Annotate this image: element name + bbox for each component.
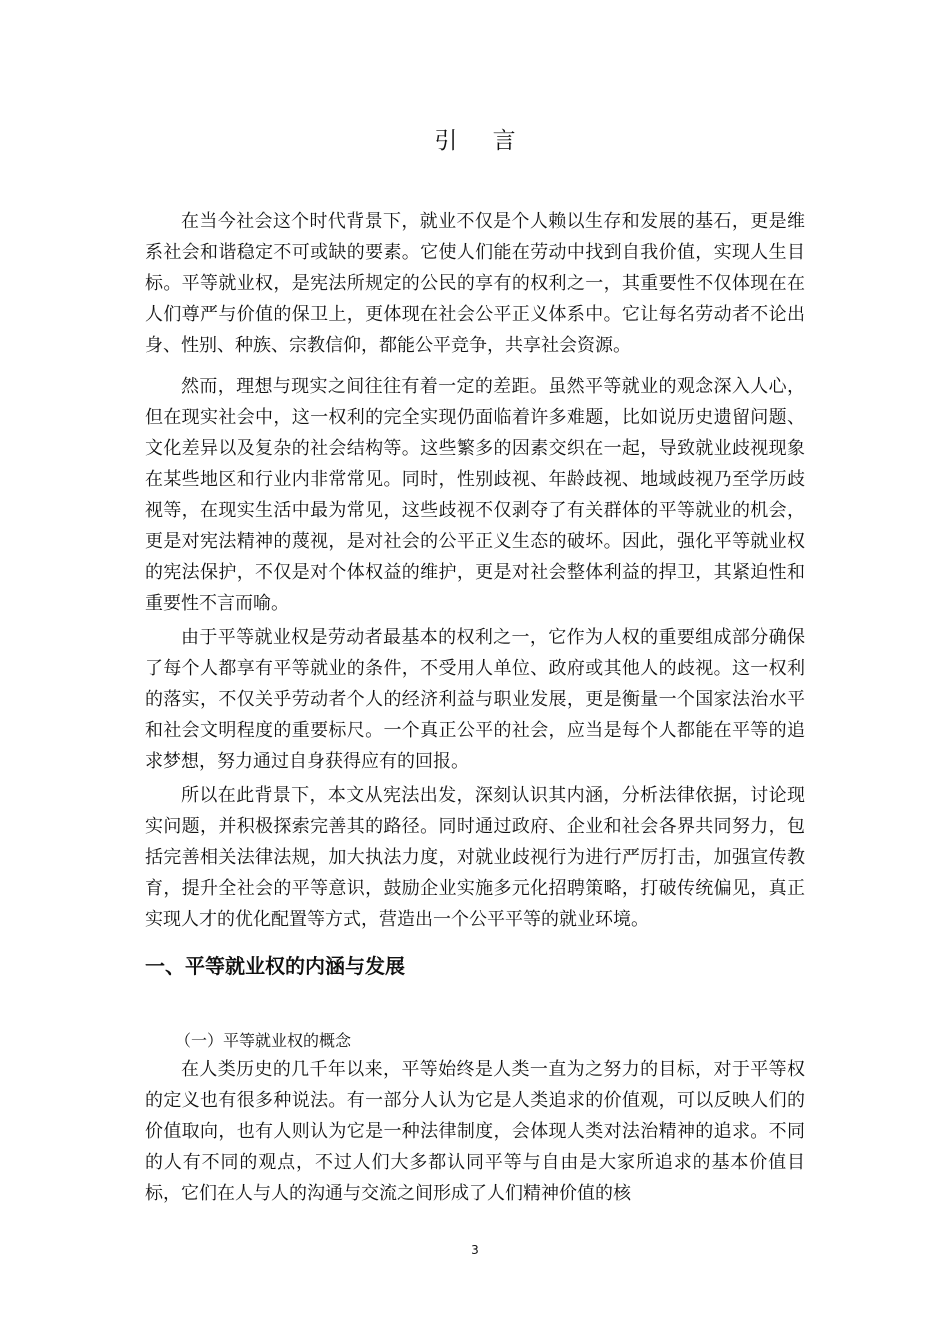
subsection-paragraph: 在人类历史的几千年以来，平等始终是人类一直为之努力的目标，对于平等权的定义也有很多种说法。有一部分人认为它是人类追求的价值观，可以反映人们的价值取向，也有人则认为它是一种法律制度，会体现人类对法治精神的追求。不同的人有不同的观点，不过人们大多都认同平等与自由是大家所追求的基本价值目标，它们在人与人的沟通与交流之间形成了人们精神价值的核 [145,1059,805,1204]
intro-paragraph-4: 所以在此背景下，本文从宪法出发，深刻认识其内涵，分析法律依据，讨论现实问题，并积极探索完善其的路径。同时通过政府、企业和社会各界共同努力，包括完善相关法律法规，加大执法力度，对就业歧视行为进行严厉打击，加强宣传教育，提升全社会的平等意识，鼓励企业实施多元化招聘策略，打破传统偏见，真正实现人才的优化配置等方式，营造出一个公平平等的就业环境。 [145,785,805,930]
intro-paragraph-2: 然而，理想与现实之间往往有着一定的差距。虽然平等就业的观念深入人心，但在现实社会中，这一权利的完全实现仍面临着许多难题，比如说历史遗留问题、文化差异以及复杂的社会结构等。这些繁多的因素交织在一起，导致就业歧视现象在某些地区和行业内非常常见。同时，性别歧视、年龄歧视、地域歧视乃至学历歧视等，在现实生活中最为常见，这些歧视不仅剥夺了有关群体的平等就业的机会，更是对宪法精神的蔑视，是对社会的公平正义生态的破坏。因此，强化平等就业权的宪法保护，不仅是对个体权益的维护，更是对社会整体利益的捍卫，其紧迫性和重要性不言而喻。 [145,376,805,614]
page-number: 3 [471,1243,479,1257]
page-title: 引 言 [434,128,530,154]
subsection-heading: （一）平等就业权的概念 [175,1031,352,1050]
intro-paragraph-1: 在当今社会这个时代背景下，就业不仅是个人赖以生存和发展的基石，更是维系社会和谐稳定不可或缺的要素。它使人们能在劳动中找到自我价值，实现人生目标。平等就业权，是宪法所规定的公民的享有的权利之一，其重要性不仅体现在在人们尊严与价值的保卫上，更体现在社会公平正义体系中。它让每名劳动者不论出身、性别、种族、宗教信仰，都能公平竞争，共享社会资源。 [145,211,805,356]
section-heading: 一、平等就业权的内涵与发展 [145,954,405,978]
intro-paragraph-3: 由于平等就业权是劳动者最基本的权利之一，它作为人权的重要组成部分确保了每个人都享有平等就业的条件，不受用人单位、政府或其他人的歧视。这一权利的落实，不仅关乎劳动者个人的经济利益与职业发展，更是衡量一个国家法治水平和社会文明程度的重要标尺。一个真正公平的社会，应当是每个人都能在平等的追求梦想，努力通过自身获得应有的回报。 [145,627,805,772]
